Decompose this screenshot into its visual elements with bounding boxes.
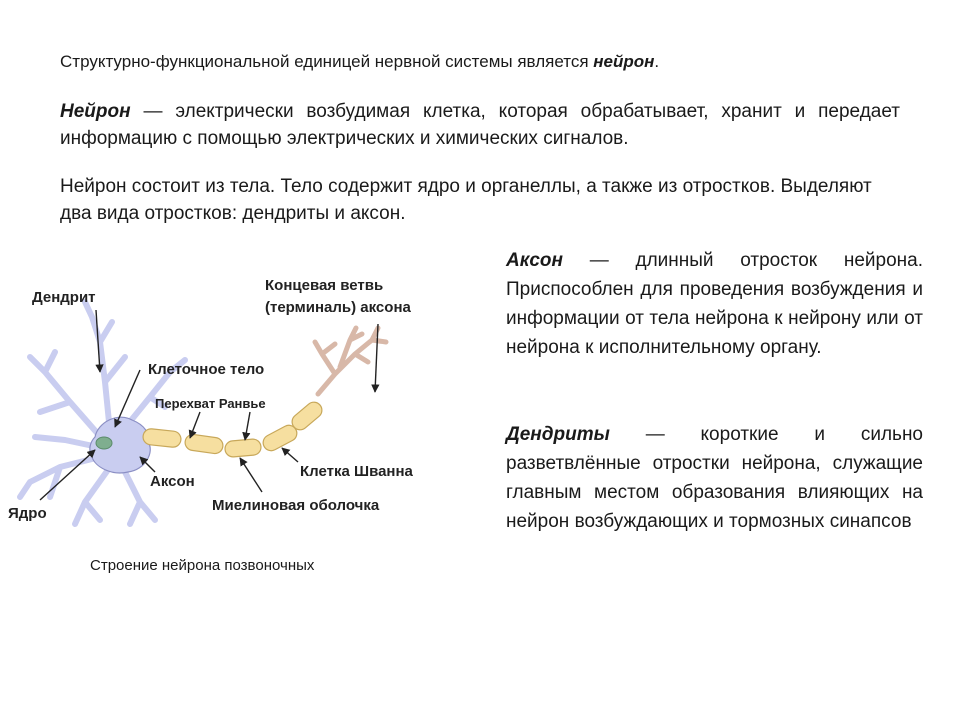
diagram-caption: Строение нейрона позвоночных	[90, 557, 315, 574]
label-myelin: Миелиновая оболочка	[212, 497, 380, 514]
intro-line	[60, 48, 900, 75]
label-terminal-line2: (терминаль) аксона	[265, 299, 411, 316]
intro-line-term: нейрон	[593, 52, 655, 71]
label-schwann: Клетка Шванна	[300, 463, 413, 480]
neuron-structure-text: Нейрон состоит из тела. Тело содержит ядро и органеллы, а также из отростков. Выделяют два вида отростков: дендриты и аксон.	[60, 176, 872, 224]
label-nucleus: Ядро	[8, 505, 47, 522]
neuron-definition-term: Нейрон	[60, 101, 131, 122]
dendrite-branches	[20, 302, 185, 524]
nucleus-shape	[96, 437, 112, 449]
neuron-definition	[60, 98, 900, 152]
label-dendrite: Дендрит	[32, 289, 96, 306]
neuron-diagram	[0, 262, 480, 542]
axon-definition	[506, 246, 923, 362]
label-axon: Аксон	[150, 473, 195, 490]
label-cell-body: Клеточное тело	[148, 361, 265, 378]
axon-definition-term: Аксон	[506, 250, 563, 271]
neuron-definition-text: — электрически возбудимая клетка, которая обрабатывает, хранит и передает информацию с помощью электрических и химических сигналов.	[60, 101, 900, 149]
dendrite-definition	[506, 420, 923, 536]
dendrite-definition-term: Дендриты	[506, 424, 610, 445]
dendrite-definition-text: — короткие и сильно разветвлённые отростки нейрона, служащие главным местом образования влияющих на нейрон возбуждающих и тормозных синапсов	[506, 424, 923, 532]
axon-definition-text: — длинный отросток нейрона. Приспособлен для проведения возбуждения и информации от тела нейрона к нейрону или от нейрона к исполнительному органу.	[506, 250, 923, 358]
intro-line-text: Структурно-функциональной единицей нервной системы является	[60, 52, 594, 71]
label-terminal-line1: Концевая ветвь	[265, 277, 384, 294]
label-ranvier: Перехват Ранвье	[155, 396, 266, 411]
intro-line-end: .	[654, 52, 660, 71]
